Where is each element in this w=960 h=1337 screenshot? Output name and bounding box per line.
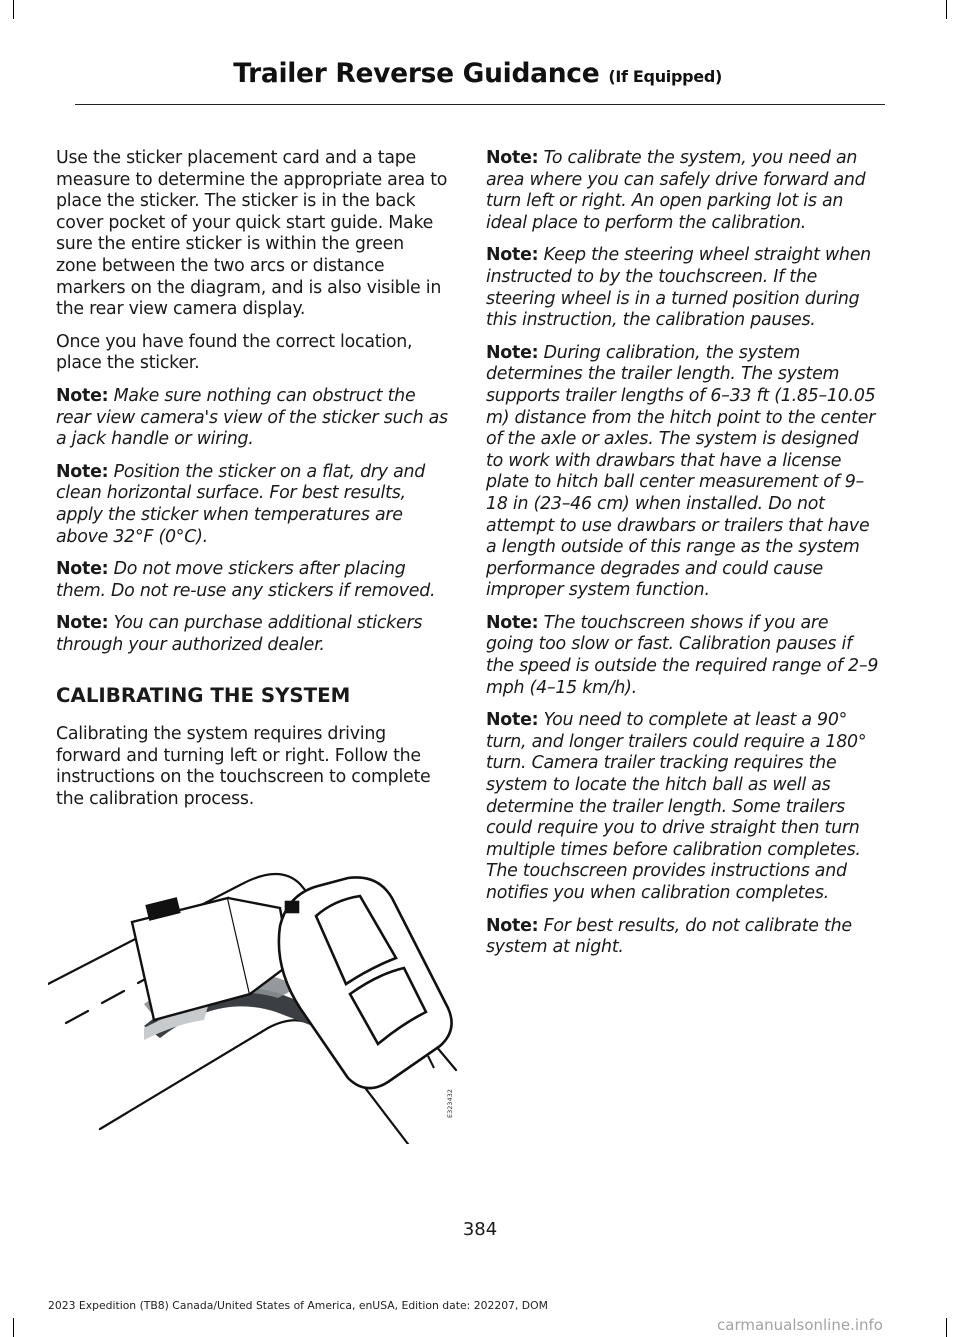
note-steering-wheel <box>486 245 880 331</box>
page-title-qualifier: (If Equipped) <box>608 67 722 86</box>
note-text: Keep the steering wheel straight when instructed to by the touchscreen. If the steering wheel is in a turned position during this instruction, the calibration pauses. <box>486 245 871 331</box>
note-label: Note: <box>486 612 539 633</box>
note-text: During calibration, the system determines the trailer length. The system supports trailer lengths of 6–33 ft (1.85–10.05 m) distance from the hitch point to the center of the axle or axles. The system is designed to work with drawbars that have a license plate to hitch ball center measurement of 9–18 in (23–46 cm) when installed. Do not attempt to use drawbars or trailers that have a length outside of this range as the system performance degrades and could cause improper system function. <box>486 342 876 601</box>
header-divider <box>75 104 885 105</box>
note-text: You can purchase additional stickers through your authorized dealer. <box>56 613 423 655</box>
note-text: For best results, do not calibrate the system at night. <box>486 915 852 958</box>
figure-id: E323432 <box>446 1089 454 1118</box>
note-obstruction <box>56 386 448 451</box>
note-speed <box>486 613 880 699</box>
note-text: Make sure nothing can obstruct the rear view camera's view of the sticker such as a jack handle or wiring. <box>56 385 448 450</box>
note-do-not-move <box>56 559 448 602</box>
footer-edition: 2023 Expedition (TB8) Canada/United States of America, enUSA, Edition date: 202207, DOM <box>48 1299 548 1312</box>
note-label: Note: <box>486 915 539 936</box>
calibration-intro-paragraph: Calibrating the system requires driving forward and turning left or right. Follow the instructions on the touchscreen to complete the calibration process. <box>56 724 431 809</box>
crop-mark-bottom-left <box>13 1318 14 1337</box>
right-column <box>486 148 880 970</box>
note-text: Position the sticker on a flat, dry and clean horizontal surface. For best results, apply the sticker when temperatures are above 32°F (0°C). <box>56 461 426 547</box>
crop-mark-top-right <box>946 0 947 19</box>
section-heading: CALIBRATING THE SYSTEM <box>56 684 351 708</box>
note-calibration-area <box>486 148 880 234</box>
note-label: Note: <box>56 385 109 406</box>
crop-mark-top-left <box>13 0 14 19</box>
crop-mark-bottom-right <box>946 1318 947 1337</box>
calibration-turn-illustration <box>48 798 458 1144</box>
note-trailer-length <box>486 343 880 602</box>
note-label: Note: <box>56 559 109 580</box>
note-turn <box>486 710 880 904</box>
truck-mirror <box>286 902 298 912</box>
page-title-text: Trailer Reverse Guidance <box>233 58 600 89</box>
note-night <box>486 916 880 959</box>
place-sticker-paragraph: Once you have found the correct location, place the sticker. <box>56 331 413 374</box>
note-label: Note: <box>56 461 109 482</box>
footer-watermark: carmanualsonline.info <box>717 1316 883 1334</box>
left-column <box>56 148 448 821</box>
note-label: Note: <box>486 710 539 731</box>
note-text: The touchscreen shows if you are going too slow or fast. Calibration pauses if the speed is outside the required range of 2–9 mph (4–15 km/h). <box>486 612 879 698</box>
note-purchase <box>56 613 448 656</box>
note-label: Note: <box>486 245 539 266</box>
note-surface <box>56 462 448 548</box>
sticker-placement-paragraph: Use the sticker placement card and a tape measure to determine the appropriate area to place the sticker. The sticker is in the back cover pocket of your quick start guide. Make sure the entire sticker is within the green zone between the two arcs or distance markers on the diagram, and is also visible in the rear view camera display. <box>56 148 448 320</box>
note-text: You need to complete at least a 90° turn, and longer trailers could require a 180° turn. Camera trailer tracking requires the system to locate the hitch ball as well as determine the trailer length. Some trailers could require you to drive straight then turn multiple times before calibration completes. The touchscreen provides instructions and notifies you when calibration completes. <box>486 710 867 903</box>
note-label: Note: <box>486 148 539 168</box>
page-number: 384 <box>462 1219 498 1240</box>
page-title <box>233 58 722 89</box>
note-label: Note: <box>56 613 109 634</box>
note-text: Do not move stickers after placing them. Do not re-use any stickers if removed. <box>56 559 436 601</box>
note-label: Note: <box>486 342 539 363</box>
truck-tick <box>428 1056 434 1068</box>
note-text: To calibrate the system, you need an area where you can safely drive forward and turn left or right. An open parking lot is an ideal place to perform the calibration. <box>486 148 866 233</box>
